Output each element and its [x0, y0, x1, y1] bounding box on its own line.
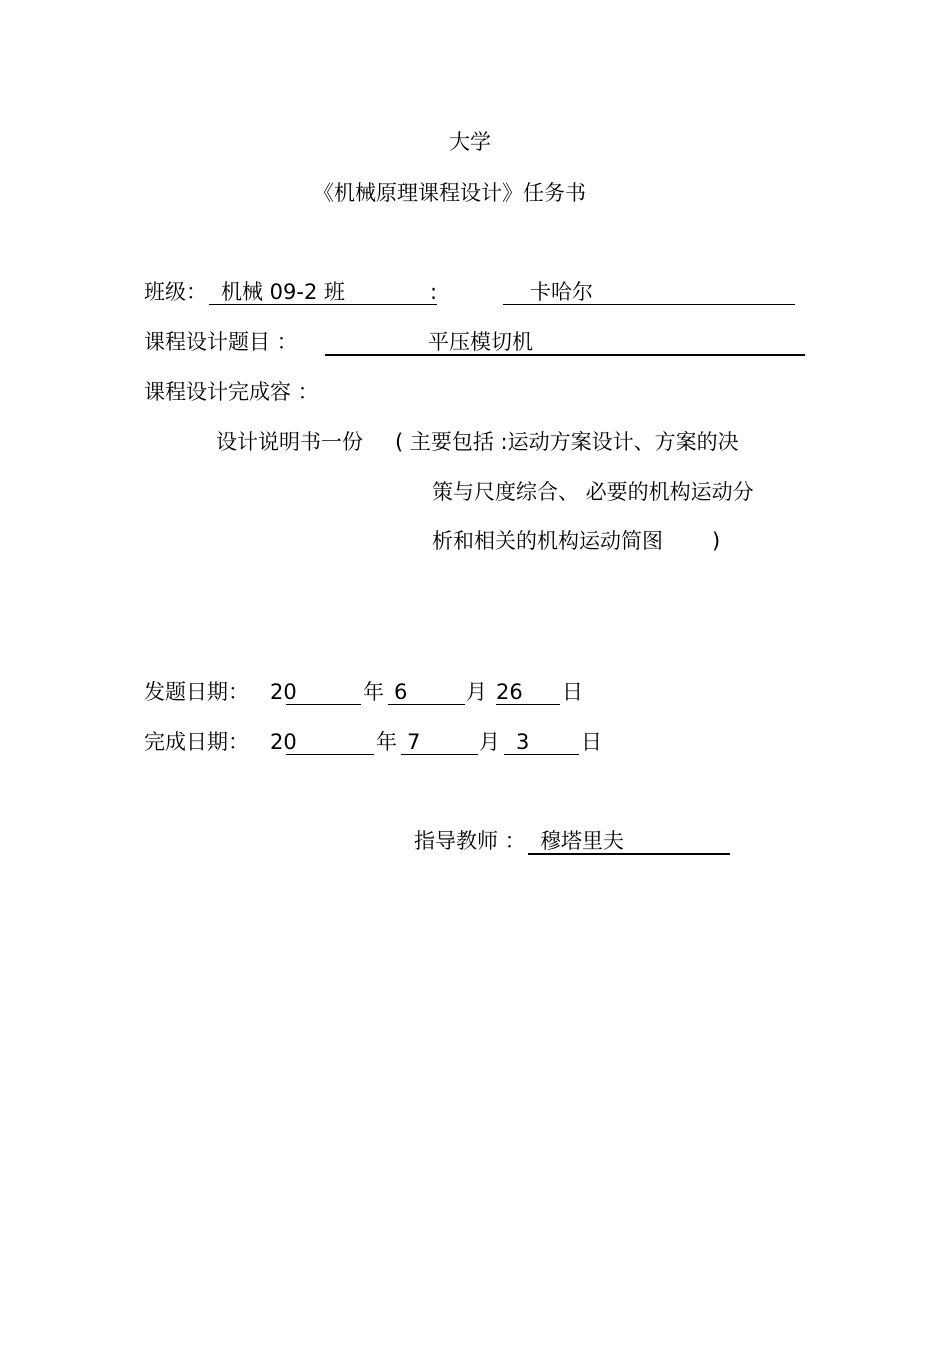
supervisor-underline [528, 853, 730, 855]
topic-underline [325, 354, 805, 356]
content-line-3: 析和相关的机构运动简图 [432, 529, 663, 553]
issue-month-unit: 月 [466, 680, 487, 704]
finish-month-underline [401, 754, 478, 755]
issue-year-unit: 年 [363, 680, 384, 704]
supervisor-name: 穆塔里夫 [540, 829, 624, 853]
issue-year-underline [286, 704, 361, 705]
finish-date-label: 完成日期： [144, 730, 249, 754]
issue-date-label: 发题日期： [144, 680, 249, 704]
finish-day-unit: 日 [581, 730, 602, 754]
university-name: 大学 [449, 130, 491, 154]
content-line-1: ( 主要包括 :运动方案设计、方案的决 [395, 430, 739, 454]
content-line-2: 策与尺度综合、 必要的机构运动分 [432, 480, 754, 504]
issue-year-prefix: 20 [270, 680, 297, 704]
content-close-paren: ) [712, 529, 721, 553]
topic-value: 平压模切机 [428, 330, 533, 354]
supervisor-label: 指导教师 ： [414, 829, 526, 853]
issue-day-unit: 日 [562, 680, 583, 704]
finish-year-prefix: 20 [270, 730, 297, 754]
issue-day-underline [496, 704, 560, 705]
content-label: 课程设计完成容 ： [144, 380, 319, 404]
document-title: 《机械原理课程设计》任务书 [313, 181, 586, 205]
issue-month-underline [388, 704, 465, 705]
content-deliverable: 设计说明书一份 [216, 430, 363, 454]
class-underline [209, 304, 437, 305]
name-underline [503, 304, 795, 305]
student-name: 卡哈尔 [530, 280, 593, 304]
finish-month: 7 [407, 730, 421, 754]
finish-month-unit: 月 [479, 730, 500, 754]
issue-month: 6 [394, 680, 408, 704]
class-value: 机械 09-2 班 [221, 280, 346, 304]
issue-day: 26 [496, 680, 523, 704]
finish-year-unit: 年 [376, 730, 397, 754]
topic-label: 课程设计题目 ： [144, 330, 298, 354]
name-colon: : [430, 280, 438, 304]
finish-day-underline [504, 754, 579, 755]
finish-year-underline [286, 754, 374, 755]
class-label: 班级： [144, 280, 207, 304]
finish-day: 3 [516, 730, 530, 754]
